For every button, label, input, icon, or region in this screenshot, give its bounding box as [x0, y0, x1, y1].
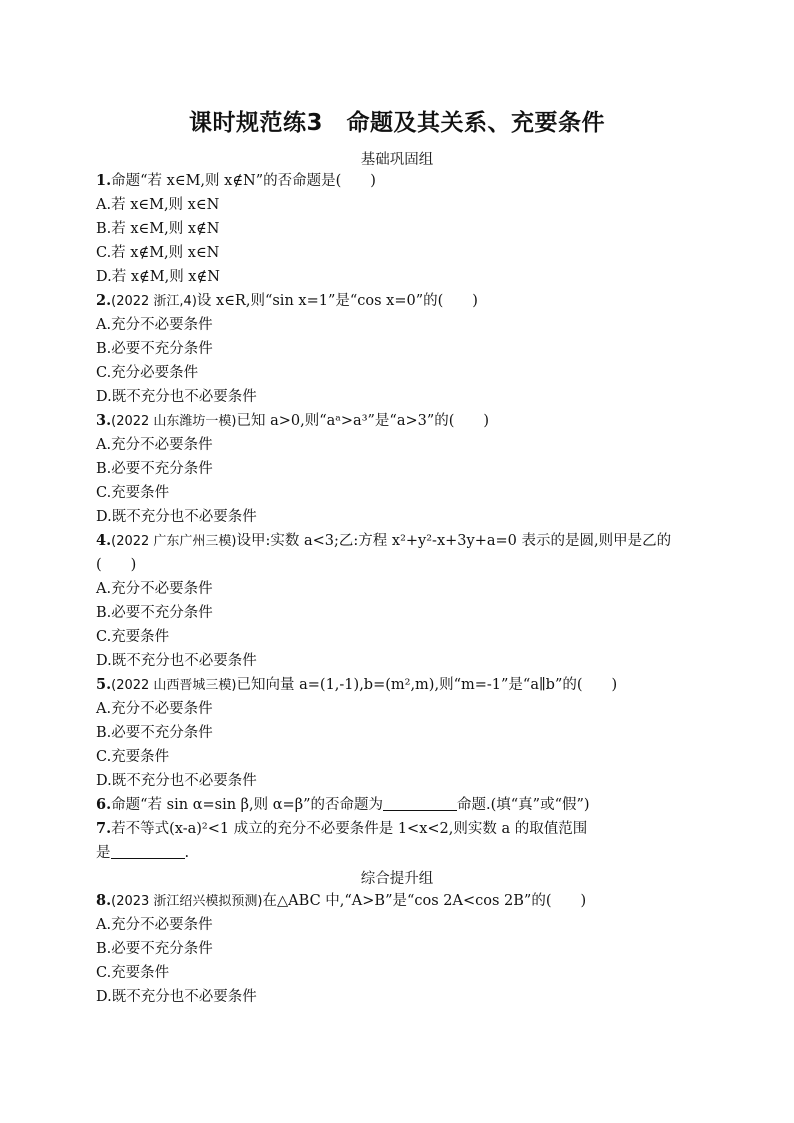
question-source: (2022 山西晋城三模): [111, 678, 237, 693]
q3-option-c: C.充要条件: [96, 485, 170, 501]
question-text: 设甲:实数 a<3;乙:方程 x²+y²-x+3y+a=0 表示的是圆,则甲是乙的: [236, 533, 672, 549]
q1-option-d: D.若 x∉M,则 x∉N: [96, 269, 220, 285]
question-number: 6.: [96, 796, 112, 813]
question-text-end: 命题.(填“真”或“假”): [457, 797, 590, 813]
q5-option-d: D.既不充分也不必要条件: [96, 773, 257, 789]
q5-option-c: C.充要条件: [96, 749, 170, 765]
q2-option-c: C.充分必要条件: [96, 365, 199, 381]
page-title: 课时规范练3 命题及其关系、充要条件: [188, 110, 605, 136]
q1-option-b: B.若 x∈M,则 x∉N: [96, 221, 220, 237]
question-1-stem: [96, 169, 376, 193]
question-4-stem-continued: ( ): [96, 557, 137, 573]
q2-option-a: A.充分不必要条件: [96, 317, 213, 333]
question-text: 命题“若 x∈M,则 x∉N”的否命题是( ): [111, 173, 376, 189]
question-text: 若不等式(x-a)²<1 成立的充分不必要条件是 1<x<2,则实数 a 的取值范围: [111, 821, 588, 837]
q1-option-c: C.若 x∉M,则 x∈N: [96, 245, 220, 261]
q8-option-a: A.充分不必要条件: [96, 917, 213, 933]
q8-option-c: C.充要条件: [96, 965, 170, 981]
q4-option-b: B.必要不充分条件: [96, 605, 213, 621]
question-text: 命题“若 sin α=sin β,则 α=β”的否命题为: [111, 797, 383, 813]
question-text-end: .: [184, 845, 190, 861]
q4-option-c: C.充要条件: [96, 629, 170, 645]
question-2-stem: [96, 289, 478, 314]
question-7-stem-continued: [96, 841, 189, 865]
q3-option-b: B.必要不充分条件: [96, 461, 213, 477]
question-text-cont: 是: [96, 845, 111, 861]
section-heading-advanced: 综合提升组: [360, 871, 434, 887]
answer-blank[interactable]: [383, 796, 457, 811]
question-number: 7.: [96, 820, 112, 837]
q2-option-b: B.必要不充分条件: [96, 341, 213, 357]
question-number: 8.: [96, 892, 112, 909]
section-heading-basic: 基础巩固组: [360, 152, 434, 168]
q5-option-a: A.充分不必要条件: [96, 701, 213, 717]
q4-option-a: A.充分不必要条件: [96, 581, 213, 597]
answer-blank[interactable]: [111, 844, 185, 859]
question-text: 设 x∈R,则“sin x=1”是“cos x=0”的( ): [196, 293, 478, 309]
q2-option-d: D.既不充分也不必要条件: [96, 389, 257, 405]
question-text: 已知 a>0,则“aᵃ>a³”是“a>3”的( ): [236, 413, 490, 429]
question-number: 5.: [96, 676, 112, 693]
question-source: (2022 广东广州三模): [111, 534, 237, 549]
question-3-stem: [96, 409, 489, 434]
question-5-stem: [96, 673, 617, 698]
question-number: 2.: [96, 292, 112, 309]
question-4-stem: [96, 529, 671, 554]
question-text: 已知向量 a=(1,-1),b=(m²,m),则“m=-1”是“a∥b”的( ): [236, 677, 618, 693]
q8-option-d: D.既不充分也不必要条件: [96, 989, 257, 1005]
question-number: 3.: [96, 412, 112, 429]
question-8-stem: [96, 889, 586, 914]
question-6-stem: [96, 793, 590, 817]
question-source: (2022 山东潍坊一模): [111, 414, 237, 429]
q3-option-a: A.充分不必要条件: [96, 437, 213, 453]
question-text: 在△ABC 中,“A>B”是“cos 2A<cos 2B”的( ): [262, 893, 587, 909]
q8-option-b: B.必要不充分条件: [96, 941, 213, 957]
question-number: 1.: [96, 172, 112, 189]
question-7-stem: [96, 817, 587, 841]
question-number: 4.: [96, 532, 112, 549]
q5-option-b: B.必要不充分条件: [96, 725, 213, 741]
q1-option-a: A.若 x∈M,则 x∈N: [96, 197, 220, 213]
question-source: (2022 浙江,4): [111, 294, 197, 309]
q4-option-d: D.既不充分也不必要条件: [96, 653, 257, 669]
q3-option-d: D.既不充分也不必要条件: [96, 509, 257, 525]
question-source: (2023 浙江绍兴模拟预测): [111, 894, 263, 909]
